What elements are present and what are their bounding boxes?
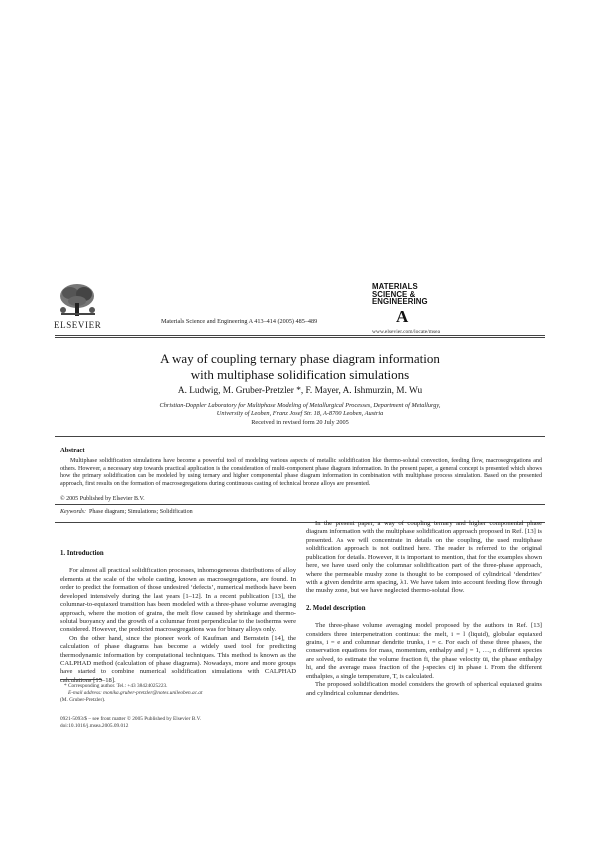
affiliation-line: University of Leoben, Franz Josef Str. 18, A-8700 Leoben, Austria [216,410,384,418]
received-date: Received in revised form 20 July 2005 [251,419,349,426]
footnote-corresponding-author: * Corresponding author. Tel.: +43 38424025223. [64,683,168,689]
journal-logo-line: SCIENCE & [372,289,416,299]
abstract-body [60,458,542,488]
keywords-list: Phase diagram; Simulations; Solidification [89,509,193,515]
journal-logo-line: ENGINEERING [372,297,428,307]
keywords-line [60,509,193,515]
footnote-name: (M. Gruber-Pretzler). [60,696,106,703]
body-column-left [60,550,296,685]
article-title-line: with multiphase solidification simulations [190,367,410,382]
article-title-line: A way of coupling ternary phase diagram information [160,351,440,366]
footnote-rule [60,679,102,680]
abstract-heading: Abstract [60,447,85,454]
body-paragraph: The proposed solidification model considers the growth of spherical equiaxed grains and cylindrical columnar dendrites. [306,681,542,697]
keywords-rule-top [55,504,545,505]
body-paragraph: The three-phase volume averaging model proposed by the authors in Ref. [13] considers three interpenetration continua: the melt, i = l (liquid), globular equiaxed grains, i = e and columnar dendrite trunks, i = c. For each of these three phases, the conservation equations for mass, momentum, enthalpy and j = 1, …, n different species are solved, to estimate the volume fraction fi, the phase velocity ūi, the phase enthalpy hi, and the average mass fraction of the j-species cij in phase i. From the different enthalpies, a single temperature, T, is calculated. [306,622,542,680]
author-affiliation [55,402,545,418]
article-title [55,351,545,383]
body-column-right [306,520,542,698]
body-paragraph: In the present paper, a way of coupling ternary and higher componental phase diagram information with the multiphase solidification approach proposed in Ref. [13] is presented. As we will concentrate in details on the coupling, the used multiphase solidification approach is not outlined here. The reader is referred to the original publication for details. However, it is important to mention, that for the examples shown here, we have used only the columnar solidification part of the three-phase approach, where the permeable mushy zone is thought to be composed of cylindrical ‘dendrites’ with a given dendrite arm spacing, λ1. We have taken into account feeding flow through the mushy zone, but we have neglected thermo-solutal flow. [306,520,542,595]
section-gap [306,596,542,605]
affiliation-line: Christian-Doppler Laboratory for Multiphase Modeling of Metallurgical Processes, Department of Metallurgy, [159,402,441,409]
elsevier-tree-logo [55,283,100,319]
issn-line: 0921-5093/$ – see front matter © 2005 Published by Elsevier B.V. [60,716,202,722]
keywords-label: Keywords: [60,509,86,515]
journal-logo-letter: A [396,307,409,326]
abstract-text: Multiphase solidification simulations have become a powerful tool of modeling various aspects of metallic solidification like thermo-solutal convection, feeding flow, macrosegregations and others. However, a necessary step towards practical application is the consideration of multi-component phase diagram information. In the present paper, a general concept is presented which shows how the primary solidification can be modeled by using ternary and higher componental phase diagram information in combination with multiphase process simulation. Based on the presented approach, first results on the formation of macrosegregations during continuous casting of technical bronze alloys are presented. [60,458,542,487]
section-heading-model: 2. Model description [306,604,366,612]
footnote [60,683,296,704]
author-list: A. Ludwig, M. Gruber-Pretzler *, F. Mayer, A. Ishmurzin, M. Wu [177,386,423,396]
header-rule-top [55,335,545,336]
doi-line: doi:10.1016/j.msea.2005.09.012 [60,722,129,729]
publisher-logo-text: ELSEVIER [54,320,102,330]
abstract-rule-top [55,436,545,437]
section-heading-introduction: 1. Introduction [60,550,104,557]
journal-url: www.elsevier.com/locate/msea [372,329,441,335]
body-paragraph: For almost all practical solidification processes, inhomogeneous distributions of alloy elements at the scale of the whole casting, known as macrosegregations, are found. In order to predict the formation of those undesired ‘defects’, numerical methods have been developed intensively during the last years [1–12]. In a recent publication [13], the columnar-to-equiaxed transition has been modeled with a three-phase volume averaging approach, where the motion of grains, the melt flow caused by shrinkage and thermo-solutal buoyancy and the growth of a columnar front perpendicular to the isotherms were considered. However, the predicted macrosegregations was for binary alloys only. [60,567,296,634]
header-rule-bottom [55,337,545,338]
journal-logo [372,282,462,335]
footnote-email: E-mail address: monika.gruber-pretzler@notes.unileoben.ac.at [68,689,203,696]
journal-reference: Materials Science and Engineering A 413–414 (2005) 485–489 [161,318,318,325]
abstract-copyright: © 2005 Published by Elsevier B.V. [60,496,145,502]
front-matter [60,716,201,730]
journal-logo-line: MATERIALS [372,282,418,291]
body-paragraph: On the other hand, since the pioneer work of Kaufman and Bernstein [14], the calculation of phase diagrams has become a widely used tool for predicting thermodynamic information by computational techniques. This method is known as the CALPHAD method (calculation of phase diagrams). Nowadays, more and more groups have started to combine numerical solidification simulations with CALPHAD calculations [15–18]. [60,634,296,684]
